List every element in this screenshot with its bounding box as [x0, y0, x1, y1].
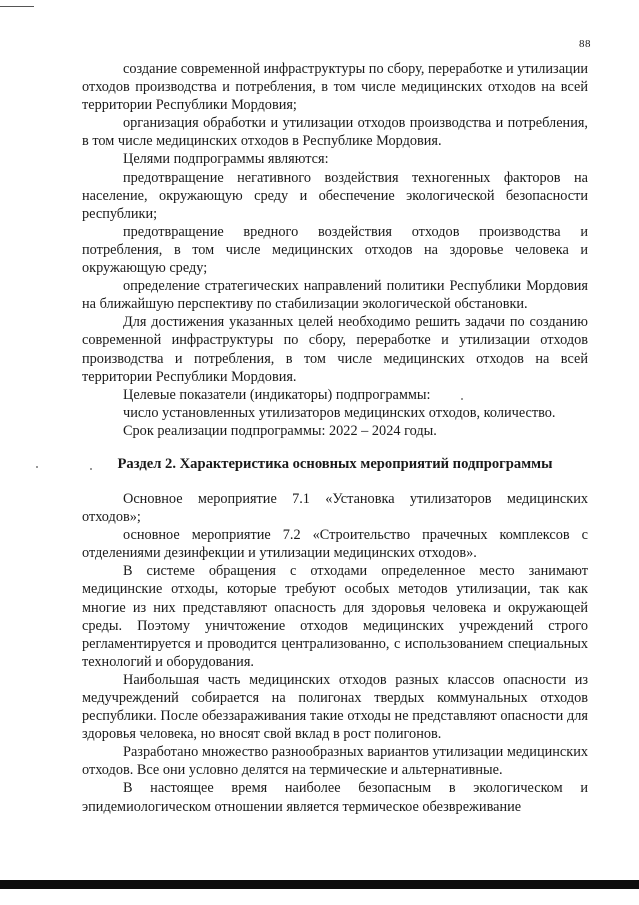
paragraph: В системе обращения с отходами определенное место занимают медицинские отходы, которые требуют особых методов утилизации, так как многие из них представляют опасность для здоровья человека и окружающей среды. Поэтому уничтожение отходов медицинских учреждений строго регламентируется и проводится централизованно, с использованием специальных технологий и оборудования.	[82, 563, 588, 670]
paragraph: организация обработки и утилизации отходов производства и потребления, в том числе медицинских отходов в Республике Мордовия.	[82, 115, 588, 150]
scan-bottom-bar	[0, 880, 639, 889]
paragraph: основное мероприятие 7.2 «Строительство прачечных комплексов с отделениями дезинфекции и утилизации медицинских отходов».	[82, 527, 588, 562]
paragraph: число установленных утилизаторов медицинских отходов, количество.	[123, 404, 556, 421]
document-body	[82, 60, 588, 816]
paragraph: предотвращение негативного воздействия техногенных факторов на население, окружающую среду и обеспечение экологической безопасности республики;	[82, 169, 588, 222]
scan-speck	[461, 398, 463, 400]
paragraph: Срок реализации подпрограммы: 2022 – 2024 годы.	[123, 422, 437, 439]
scan-edge-line	[0, 6, 34, 7]
paragraph: Для достижения указанных целей необходимо решить задачи по созданию современной инфраструктуры по сбору, переработке и утилизации отходов производства и потребления, в том числе медицинских отходов на всей территории Республики Мордовия.	[82, 314, 588, 385]
paragraph: Основное мероприятие 7.1 «Установка утилизаторов медицинских отходов»;	[82, 490, 588, 526]
page-number: 88	[579, 38, 591, 50]
paragraph: определение стратегических направлений политики Республики Мордовия на ближайшую перспективу по стабилизации экологической обстановки.	[82, 278, 588, 313]
scan-speck	[90, 468, 92, 470]
paragraph: В настоящее время наиболее безопасным в экологическом и эпидемиологическом отношении является термическое обезвреживание	[82, 780, 588, 815]
paragraph: Целевые показатели (индикаторы) подпрограммы:	[123, 386, 431, 403]
paragraph: Разработано множество разнообразных вариантов утилизации медицинских отходов. Все они условно делятся на термические и альтернативные.	[82, 744, 588, 779]
paragraph: предотвращение вредного воздействия отходов производства и потребления, в том числе медицинских отходов на здоровье человека и окружающую среду;	[82, 223, 588, 277]
paragraph: создание современной инфраструктуры по сбору, переработке и утилизации отходов производства и потребления, в том числе медицинских отходов на всей территории Республики Мордовия;	[82, 61, 588, 114]
paragraph: Целями подпрограммы являются:	[123, 151, 329, 168]
paragraph: Наибольшая часть медицинских отходов разных классов опасности из медучреждений собирается на полигонах твердых коммунальных отходов республики. После обеззараживания такие отходы не представляют опасности для здоровья человека, но вносят свой вклад в рост полигонов.	[82, 671, 588, 743]
section-heading: Раздел 2. Характеристика основных мероприятий подпрограммы	[117, 455, 553, 472]
scan-speck	[36, 466, 38, 468]
